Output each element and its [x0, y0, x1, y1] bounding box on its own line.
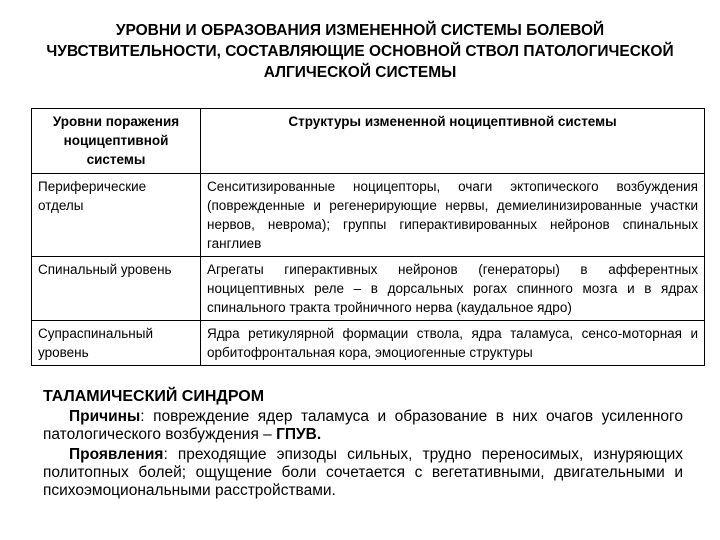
header-structures: Структуры измененной ноцицептивной системы	[201, 109, 705, 174]
level-cell: Супраспинальный уровень	[32, 321, 201, 366]
manifestations-text: : преходящие эпизоды сильных, трудно переносимых, изнуряющих политопных болей; ощущение боли сочетается с вегетативными, двигательными и психоэмоциональными расстройствами.	[43, 446, 683, 499]
causes-abbr: ГПУВ.	[276, 426, 322, 443]
structures-cell: Ядра ретикулярной формации ствола, ядра таламуса, сенсо-моторная и орбитофронтальная кора, эмоциогенные структуры	[201, 321, 705, 366]
manifestations-label: Проявления	[69, 446, 164, 463]
table-row	[32, 321, 705, 366]
level-cell: Периферические отделы	[32, 174, 201, 257]
structures-cell: Агрегаты гиперактивных нейронов (генераторы) в афферентных ноцицептивных реле – в дорсальных рогах спинного мозга и в ядрах спинального тракта тройничного нерва (каудальное ядро)	[201, 257, 705, 321]
header-levels: Уровни поражения ноцицептивной системы	[32, 109, 201, 174]
level-cell: Спинальный уровень	[32, 257, 201, 321]
page-title: УРОВНИ И ОБРАЗОВАНИЯ ИЗМЕНЕННОЙ СИСТЕМЫ БОЛЕВОЙ ЧУВСТВИТЕЛЬНОСТИ, СОСТАВЛЯЮЩИЕ ОСНОВНОЙ СТВОЛ ПАТОЛОГИЧЕСКОЙ АЛГИЧЕСКОЙ СИСТЕМЫ	[46, 22, 674, 81]
section-heading: ТАЛАМИЧЕСКИЙ СИНДРОМ	[43, 388, 265, 405]
causes-paragraph	[43, 408, 683, 444]
manifestations-paragraph	[43, 446, 683, 500]
table-row	[32, 257, 705, 321]
causes-text: : повреждение ядер таламуса и образование в них очагов усиленного патологического возбуждения –	[43, 408, 683, 443]
causes-label: Причины	[69, 408, 141, 425]
table-row	[32, 174, 705, 257]
structures-cell: Сенситизированные ноцицепторы, очаги эктопического возбуждения (поврежденные и регенерирующие нервы, демиелинизированные участки нервов, неврома); группы гиперактивированных нейронов спинальных ганглиев	[201, 174, 705, 257]
thalamic-syndrome-section	[43, 388, 683, 502]
nociceptive-levels-table	[31, 108, 705, 366]
table-header-row	[32, 109, 705, 174]
